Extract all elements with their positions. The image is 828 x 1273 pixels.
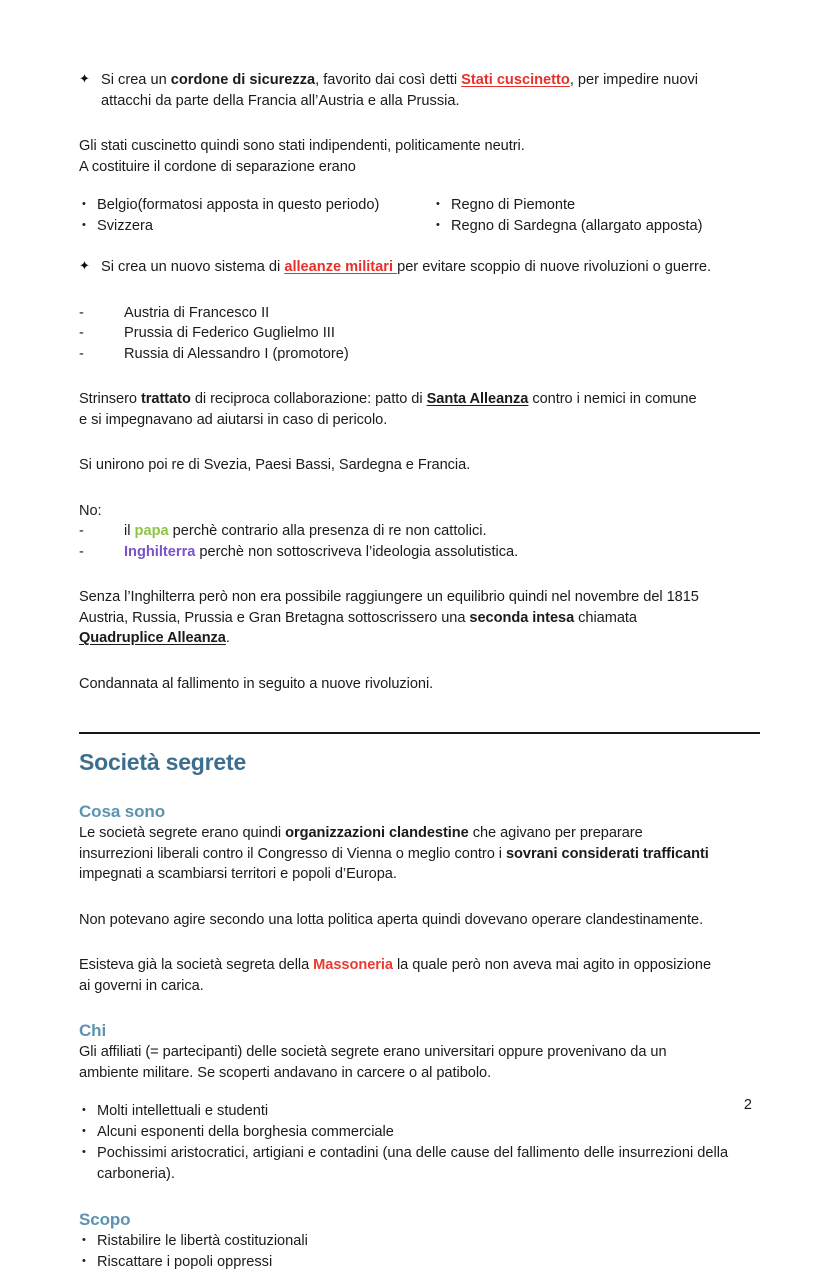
bold-run-sovrani-considerati-trafficanti: sovrani considerati trafficanti (505, 845, 709, 862)
list-item (79, 521, 752, 542)
text-run: insurrezioni liberali contro il Congresso di Vienna o meglio contro i (79, 845, 506, 862)
paragraph-chi (79, 1042, 752, 1083)
section-divider (79, 732, 760, 734)
text-run: il (124, 523, 135, 539)
highlight-stati-cuscinetto: Stati cuscinetto (461, 72, 570, 88)
list-item: • Molti intellettuali e studenti (79, 1101, 752, 1122)
alleanze-dash-list (79, 303, 752, 365)
paragraph-condannata: Condannata al fallimento in seguito a nuove rivoluzioni. (79, 675, 434, 692)
paragraph-massoneria (79, 955, 752, 996)
highlight-santa-alleanza: Santa Alleanza (426, 391, 529, 407)
highlight-alleanze-militari: alleanze militari (284, 259, 398, 275)
list-item: • Regno di Sardegna (allargato apposta) (433, 216, 763, 237)
text-run: Austria, Russia, Prussia e Gran Bretagna sottoscrissero una (79, 609, 470, 626)
text-line: Gli affiliati (= partecipanti) delle società segrete erano universitari oppure provenivano da un (79, 1044, 667, 1060)
scopo-bullet-list (79, 1231, 752, 1273)
paragraph-cosa-sono-1 (79, 823, 752, 885)
list-item (79, 542, 752, 563)
text-run: Si crea un nuovo sistema di (101, 259, 285, 275)
text-run: per evitare scoppio di nuove rivoluzioni o guerre. (397, 259, 712, 275)
florette-bullet-icon: ✦ (79, 71, 90, 86)
cordone-two-column-list (79, 195, 752, 239)
paragraph-quadruplice-alleanza (79, 587, 752, 649)
list-item: • Ristabilire le libertà costituzionali (79, 1231, 752, 1252)
text-run: che agivano per preparare (468, 825, 643, 841)
subsection-title-chi: Chi (79, 1021, 107, 1040)
chi-bullet-list (79, 1101, 752, 1185)
no-dash-list (79, 521, 752, 562)
text-run: di reciproca collaborazione: patto di (190, 391, 427, 407)
cordone-list-left-column (79, 195, 429, 237)
text-run: attacchi da parte della Francia all’Austria e alla Prussia. (101, 92, 460, 109)
paragraph-stati-cuscinetto (79, 136, 752, 177)
text-run: la quale però non aveva mai agito in opposizione (392, 957, 712, 973)
bold-run-cordone-di-sicurezza: cordone di sicurezza (170, 72, 316, 88)
highlight-papa: papa (134, 523, 169, 539)
list-item: • Riscattare i popoli oppressi (79, 1252, 752, 1273)
paragraph-cosa-sono-2: Non potevano agire secondo una lotta politica aperta quindi dovevano operare clandestinamente. (79, 911, 704, 928)
list-item: - Prussia di Federico Guglielmo III (79, 323, 752, 344)
text-run: Strinsero (79, 391, 141, 407)
list-item: - Austria di Francesco II (79, 303, 752, 324)
highlight-inghilterra: Inghilterra (124, 543, 196, 560)
text-run: ai governi in carica. (79, 977, 204, 994)
list-item: • Belgio(formatosi apposta in questo periodo) (79, 195, 429, 216)
text-line: ambiente militare. Se scoperti andavano in carcere o al patibolo. (79, 1064, 492, 1081)
text-line: Gli stati cuscinetto quindi sono stati indipendenti, politicamente neutri. (79, 138, 525, 154)
bold-run-seconda-intesa: seconda intesa (469, 609, 575, 626)
florette-paragraph-alleanze (79, 257, 752, 278)
bold-run-trattato: trattato (140, 391, 191, 407)
text-line: A costituire il cordone di separazione erano (79, 158, 356, 175)
list-item: • Svizzera (79, 216, 429, 237)
list-item: • Alcuni esponenti della borghesia commerciale (79, 1122, 752, 1143)
subsection-title-scopo: Scopo (79, 1210, 131, 1229)
page-number: 2 (743, 1097, 752, 1113)
highlight-massoneria: Massoneria (313, 957, 393, 973)
text-run: perchè contrario alla presenza di re non cattolici. (168, 523, 487, 539)
text-run: chiamata (574, 609, 637, 626)
cordone-list-right-column (433, 195, 763, 237)
florette-paragraph-text (101, 257, 752, 278)
text-run: contro i nemici in comune (528, 391, 697, 407)
text-run: e si impegnavano ad aiutarsi in caso di pericolo. (79, 411, 388, 428)
florette-bullet-icon: ✦ (79, 258, 90, 273)
text-run: impegnati a scambiarsi territori e popoli d’Europa. (79, 866, 397, 882)
paragraph-trattato (79, 389, 752, 430)
list-item: • Pochissimi aristocratici, artigiani e contadini (una delle cause del fallimento delle insurrezioni della carboneria). (79, 1143, 752, 1185)
text-run: Si crea un (101, 72, 171, 88)
text-run: perchè non sottoscriveva l’ideologia assolutistica. (195, 543, 519, 560)
section-title-societa-segrete: Società segrete (79, 749, 247, 775)
list-item: • Regno di Piemonte (433, 195, 763, 216)
text-run: Le società segrete erano quindi (79, 825, 286, 841)
label-no: No: (79, 502, 102, 519)
text-run: Esisteva già la società segreta della (79, 957, 314, 973)
florette-paragraph-text (101, 70, 752, 111)
text-run: , per impedire nuovi (569, 72, 698, 88)
subsection-title-cosa-sono: Cosa sono (79, 802, 166, 821)
text-run: . (225, 630, 230, 646)
text-run: , favorito dai così detti (315, 72, 462, 88)
florette-paragraph-cordone (79, 70, 752, 111)
paragraph-si-unirono: Si unirono poi re di Svezia, Paesi Bassi, Sardegna e Francia. (79, 457, 471, 473)
bold-run-organizzazioni-clandestine: organizzazioni clandestine (285, 825, 469, 841)
highlight-quadruplice-alleanza: Quadruplice Alleanza (79, 630, 226, 646)
list-item: - Russia di Alessandro I (promotore) (79, 344, 752, 365)
text-line: Senza l’Inghilterra però non era possibile raggiungere un equilibrio quindi nel novembre del 1815 (79, 589, 699, 605)
